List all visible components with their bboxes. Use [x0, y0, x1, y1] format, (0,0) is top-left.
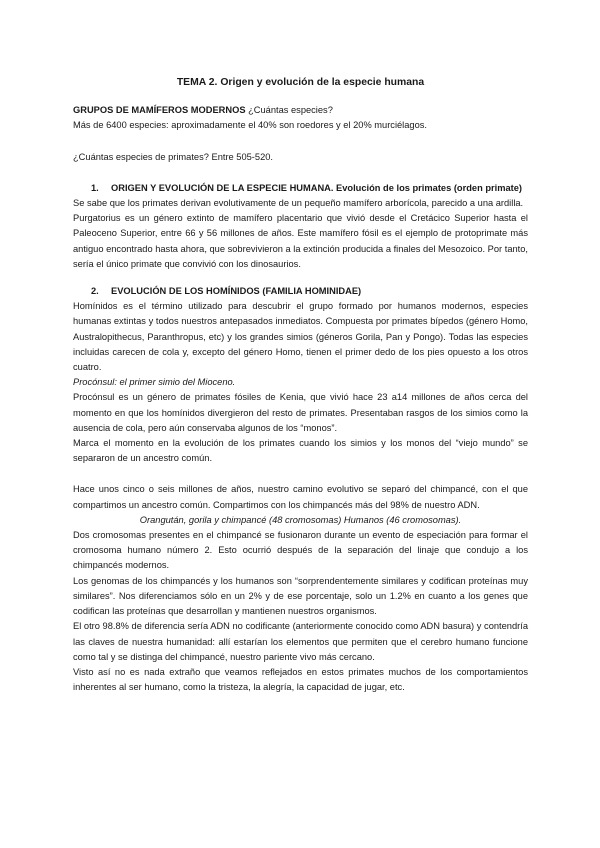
section-2-paragraph-4: Hace unos cinco o seis millones de años, nuestro camino evolutivo se separó del chimpancé, con el que compartimos un ancestro común. Compartimos con los chimpancés más del 98% de nuestro ADN. — [73, 484, 528, 510]
section-2-paragraph-5: Dos cromosomas presentes en el chimpancé se fusionaron durante un evento de especiación para formar el cromosoma humano número 2. Esto ocurrió después de la separación del linaje que condujo a los chimpancés modernos. — [73, 530, 528, 571]
page-title: TEMA 2. Origen y evolución de la especie humana — [176, 77, 425, 88]
group-heading — [73, 103, 528, 118]
section-1-paragraph-1: Se sabe que los primates derivan evolutivamente de un pequeño mamífero arborícola, parecido a una ardilla. — [73, 198, 524, 209]
group-heading-bold: GRUPOS DE MAMÍFEROS MODERNOS — [73, 105, 249, 116]
section-2-heading-text: EVOLUCIÓN DE LOS HOMÍNIDOS (FAMILIA HOMINIDAE) — [111, 286, 362, 297]
section-2-paragraph-6: Los genomas de los chimpancés y los humanos son “sorprendentemente similares y codifican proteínas muy similares”. Nos diferenciamos sólo en un 2% y de ese porcentaje, solo un 1.2% en cuanto a los genes que codifican las proteínas que desarrollan y mantienen nuestros organismos. — [73, 575, 528, 617]
section-2-paragraph-8: Visto así no es nada extraño que veamos reflejados en estos primates muchos de los comportamientos inherentes al ser humano, como la tristeza, la alegría, la capacidad de jugar, etc. — [73, 666, 528, 693]
section-2-number: 2. — [91, 286, 99, 297]
chromosomes-line: Orangután, gorila y chimpancé (48 cromosomas) Humanos (46 cromosomas). — [139, 514, 462, 525]
section-2-heading — [73, 284, 528, 299]
section-1-paragraph-2: Purgatorius es un género extinto de mamífero placentario que vivió desde el Cretácico Superior hasta el Paleoceno Superior, entre 66 y 56 millones de años. Este mamífero fósil es el ejemplo de protoprimate más antiguo encontrado hasta ahora, que sobrevivieron a la extinción producida a finales del Mesozoico. Por tanto, sería el único primate que convivió con los dinosaurios. — [73, 213, 528, 269]
proconsul-heading: Procónsul: el primer simio del Mioceno. — [73, 377, 236, 388]
section-1-number: 1. — [91, 182, 99, 193]
primates-question: ¿Cuántas especies de primates? Entre 505-520. — [73, 151, 273, 162]
section-2-paragraph-1: Homínidos es el término utilizado para descubrir el grupo formado por humanos modernos, especies humanas extintas y todos nuestros antepasados inmediatos. Compuesta por primates bípedos (género Homo, Australopithecus, Paranthropus, etc) y los grandes simios (géneros Gorila, Pan y Pongo). Todas las especies incluidas carecen de cola y, excepto del género Homo, tienen el primer dedo de los pies opuesto a los otros cuatro. — [73, 301, 528, 373]
section-2-paragraph-7: El otro 98.8% de diferencia sería ADN no codificante (anteriormente conocido como ADN basura) y contendría las claves de nuestra humanidad: allí estarían los elementos que permiten que el cerebro humano funcione como tal y se distinga del chimpancé, nuestro pariente vivo más cercano. — [73, 621, 528, 662]
group-heading-question: ¿Cuántas especies? — [248, 105, 333, 116]
section-2-paragraph-3: Marca el momento en la evolución de los primates cuando los simios y los monos del “viejo mundo” se separaron de un ancestro común. — [73, 438, 528, 464]
document-body — [73, 75, 528, 695]
group-answer: Más de 6400 especies: aproximadamente el 40% son roedores y el 20% murciélagos. — [73, 120, 427, 131]
section-1-heading-text: ORIGEN Y EVOLUCIÓN DE LA ESPECIE HUMANA. Evolución de los primates (orden primate) — [111, 182, 523, 193]
section-1-heading — [73, 181, 528, 196]
section-2-paragraph-2: Procónsul es un género de primates fósiles de Kenia, que vivió hace 23 a14 millones de años cerca del momento en que los homínidos divergieron del resto de primates. Presentaban rasgos de los simios como la ausencia de cola, pero aún conservaba algunos de los “monos”. — [73, 392, 528, 433]
